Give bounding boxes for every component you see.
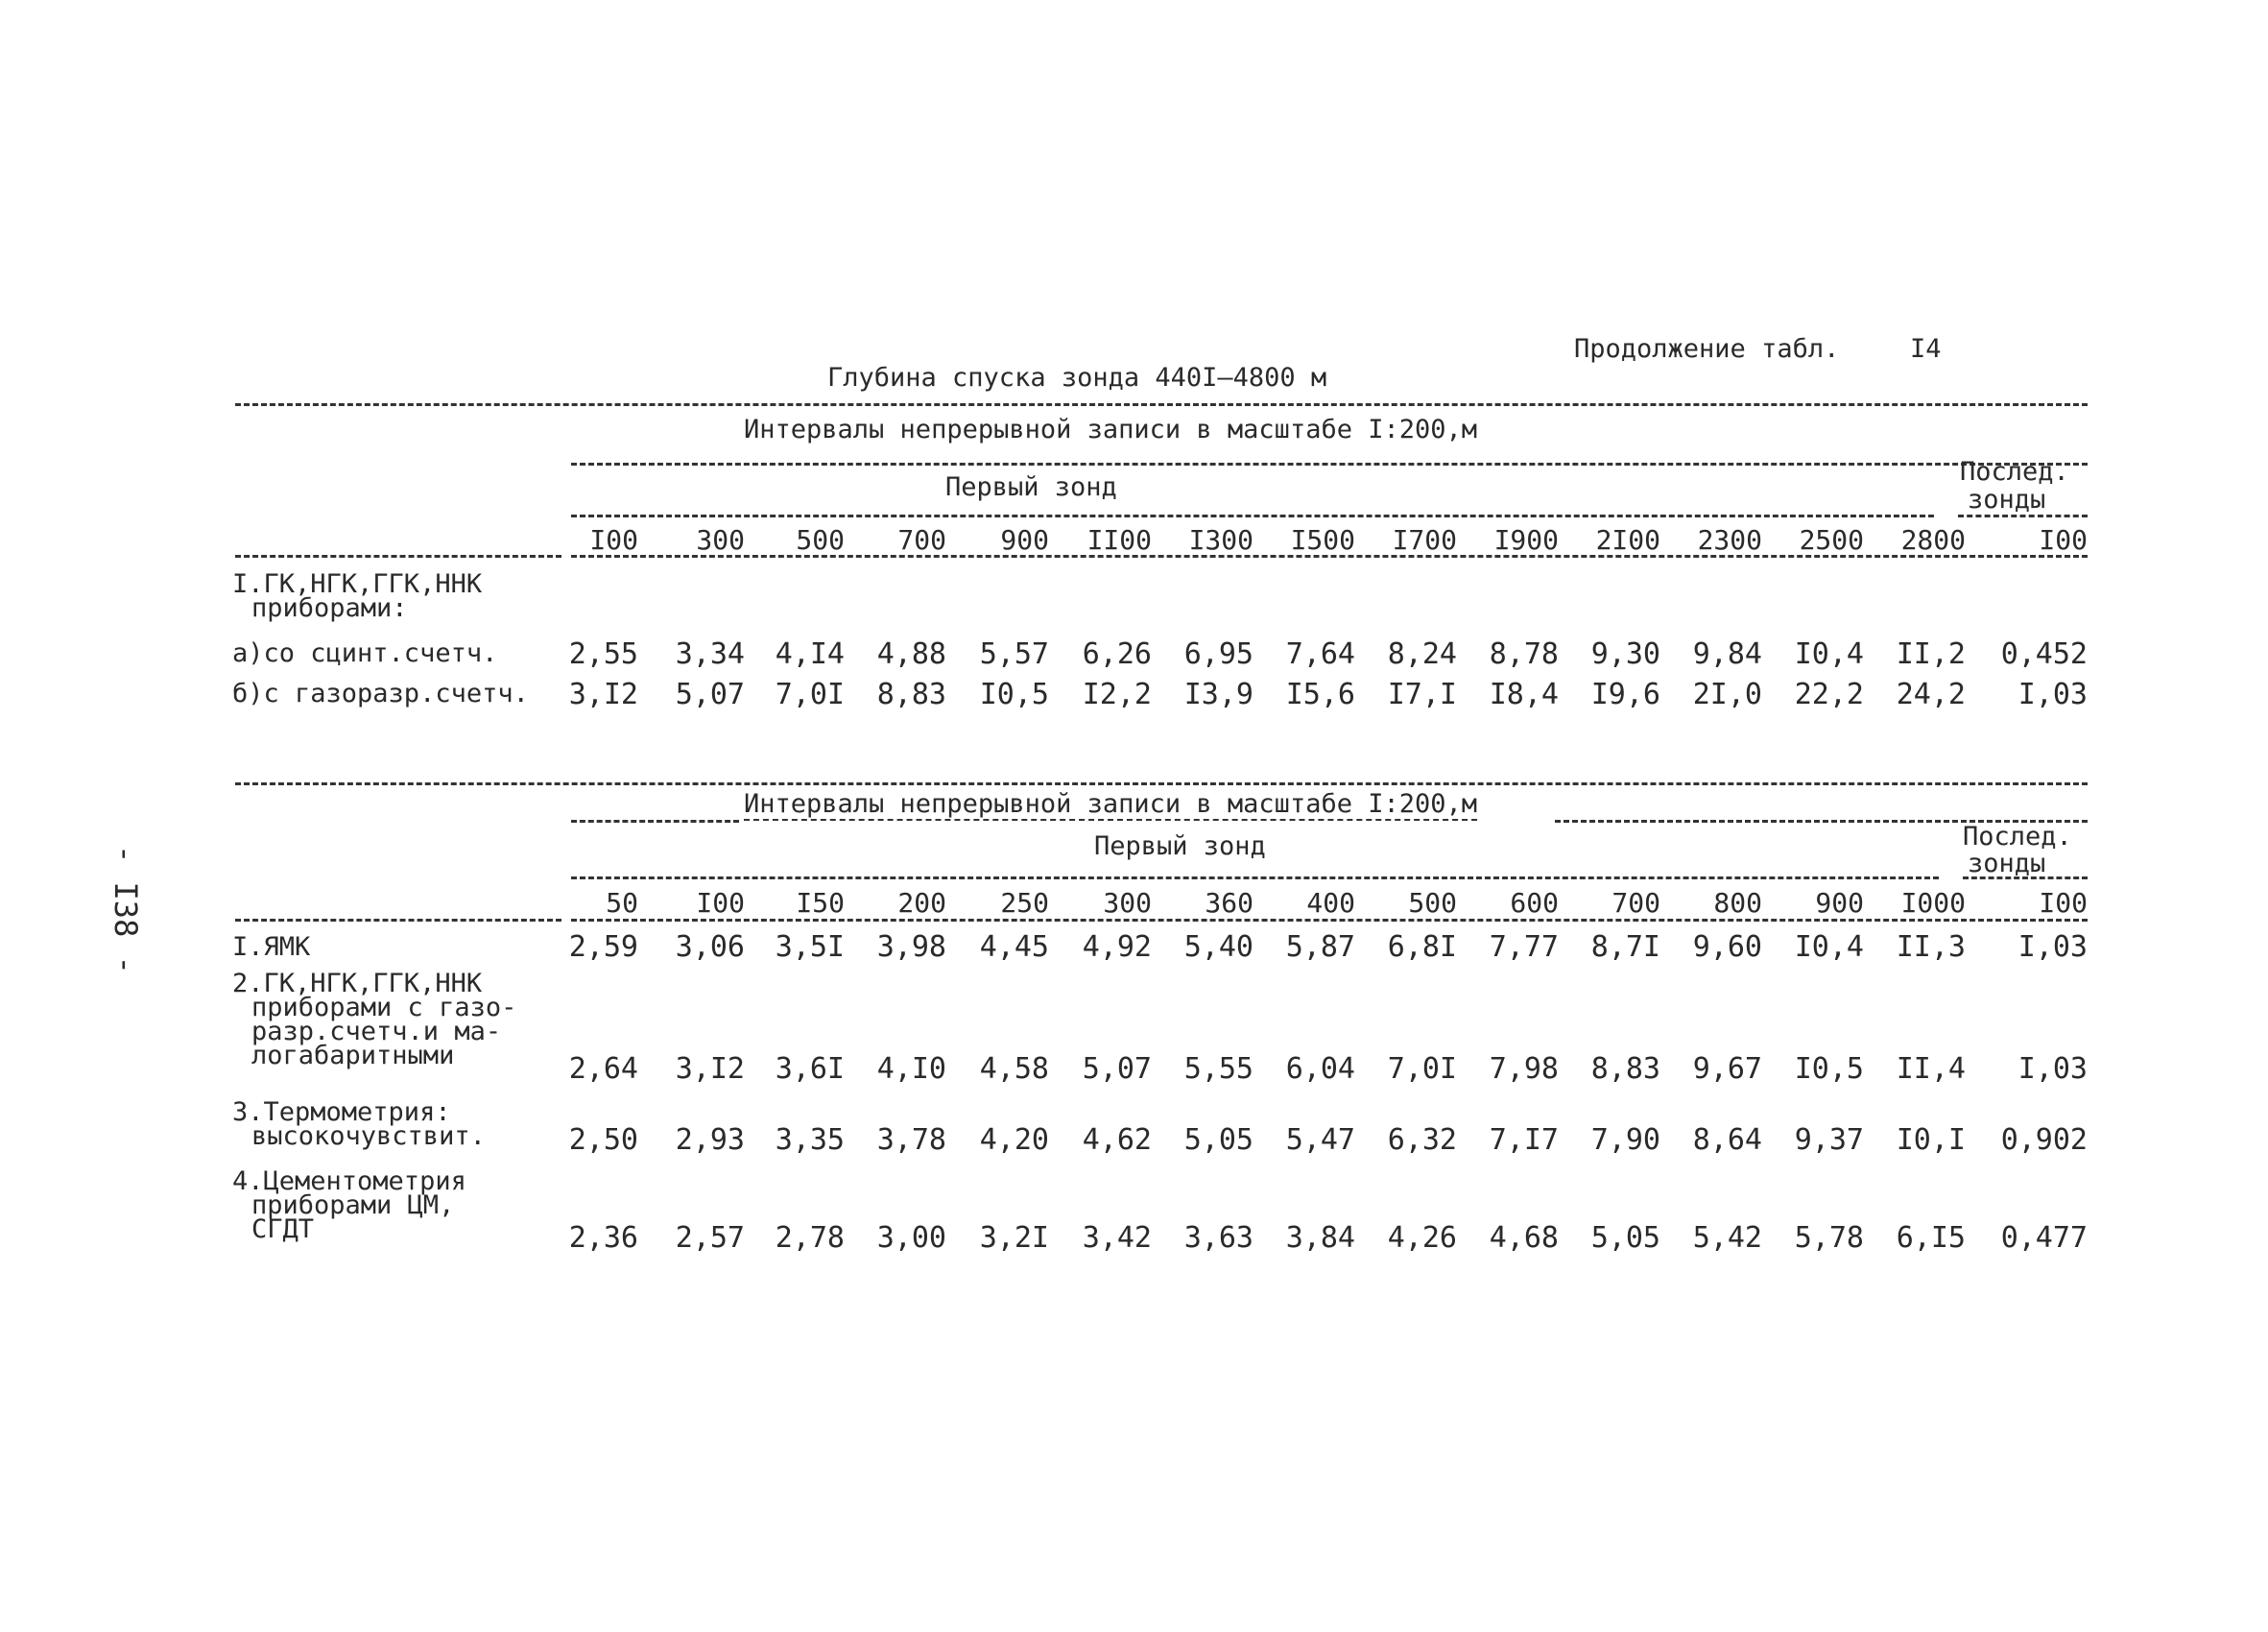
table2-column-header: 700	[1611, 887, 1660, 919]
table-2-cell: 3,00	[876, 1221, 946, 1255]
table-number: I4	[1910, 334, 1942, 364]
table-2-cell: 0,477	[2000, 1221, 2088, 1255]
table-2-last-probe-2: зонды	[1968, 849, 2046, 878]
table-1-cell: 0,452	[2000, 637, 2088, 671]
table-2-cell: 2,93	[675, 1123, 745, 1157]
table1-column-header: 2500	[1799, 524, 1864, 556]
table-1-cell: I0,5	[979, 678, 1049, 711]
table-1-section-label-2: приборами:	[251, 593, 408, 623]
table-1-cell: 7,0I	[775, 678, 845, 711]
page-number: - I38 -	[107, 845, 144, 974]
table-2-row-label: I.ЯМК	[232, 932, 311, 962]
table-2-cell: 5,40	[1183, 930, 1253, 964]
table-2-cell: 4,68	[1489, 1221, 1559, 1255]
table-2-cell: 4,I0	[876, 1052, 946, 1086]
table1-column-header: I500	[1290, 524, 1355, 556]
table-2-cell: 6,8I	[1387, 930, 1457, 964]
table-2-cell: 4,26	[1387, 1221, 1457, 1255]
table-1-header-underline	[571, 555, 2088, 558]
table-2-cell: 3,I2	[675, 1052, 745, 1086]
table-2-cell: 5,42	[1692, 1221, 1762, 1255]
table-2-cell: 3,35	[775, 1123, 845, 1157]
table-2-cell: 3,98	[876, 930, 946, 964]
table-2-cell: 2,64	[568, 1052, 638, 1086]
table2-column-header: 50	[606, 887, 638, 919]
table-2-cell: 5,07	[1082, 1052, 1152, 1086]
table-2-cell: 4,62	[1082, 1123, 1152, 1157]
table-2-last-probe-1: Послед.	[1963, 822, 2072, 852]
table-2-cell: 5,47	[1285, 1123, 1355, 1157]
table-2-cell: 7,0I	[1387, 1052, 1457, 1086]
table-2-row-label: СГДТ	[251, 1214, 315, 1244]
table1-column-header: I700	[1392, 524, 1457, 556]
table-1-cell: 8,78	[1489, 637, 1559, 671]
table1-column-header: 500	[796, 524, 845, 556]
table-2-cell: 9,60	[1692, 930, 1762, 964]
table-2-first-probe: Первый зонд	[1094, 831, 1266, 861]
table1-column-header: 2I00	[1595, 524, 1660, 556]
table2-column-header: 200	[897, 887, 946, 919]
table-2-cell: 5,87	[1285, 930, 1355, 964]
table2-column-header: 360	[1205, 887, 1253, 919]
table-1-cell: 3,I2	[568, 678, 638, 711]
table-2-cell: 7,98	[1489, 1052, 1559, 1086]
table-1-last-probe-1: Послед.	[1960, 457, 2069, 487]
table-2-cell: 7,90	[1590, 1123, 1660, 1157]
table-2-row-label: приборами с газо-	[251, 993, 517, 1022]
table-1-cell: 2,55	[568, 637, 638, 671]
table-2-cell: 3,84	[1285, 1221, 1355, 1255]
table-2-cell: 2,50	[568, 1123, 638, 1157]
table1-column-header: 700	[897, 524, 946, 556]
table-1-subgroup-rule-2	[1958, 515, 2088, 517]
table-1-cell: I2,2	[1082, 678, 1152, 711]
table-2-cell: 3,2I	[979, 1221, 1049, 1255]
table-2-cell: 6,I5	[1896, 1221, 1966, 1255]
table1-column-header: I900	[1493, 524, 1559, 556]
table-2-cell: 2,59	[568, 930, 638, 964]
table-2-cell: 2,57	[675, 1221, 745, 1255]
table-1-cell: I9,6	[1590, 678, 1660, 711]
table-2-cell: I0,4	[1794, 930, 1864, 964]
table-2-cell: I0,I	[1896, 1123, 1966, 1157]
table-1-cell: 4,I4	[775, 637, 845, 671]
table-1-label-rule	[235, 555, 561, 558]
table2-column-header: 250	[1000, 887, 1049, 919]
table-2-cell: 9,67	[1692, 1052, 1762, 1086]
table-1-cell: 8,24	[1387, 637, 1457, 671]
table-2-subgroup-rule	[571, 876, 1939, 879]
table2-column-header: 600	[1510, 887, 1559, 919]
table-2-header-underline	[571, 919, 2088, 922]
table-1-cell: I8,4	[1489, 678, 1559, 711]
table-2-cell: 3,6I	[775, 1052, 845, 1086]
table-1-cell: I7,I	[1387, 678, 1457, 711]
table-1-subgroup-rule	[571, 515, 1934, 517]
table1-column-header: 2800	[1900, 524, 1966, 556]
table-2-cell: I,03	[2017, 1052, 2088, 1086]
table-2-cell: 3,42	[1082, 1221, 1152, 1255]
table-1-cell: 8,83	[876, 678, 946, 711]
table2-column-header: 500	[1408, 887, 1457, 919]
table-2-label-rule	[235, 919, 561, 922]
table2-column-header: I000	[1900, 887, 1966, 919]
table1-column-header: I00	[589, 524, 638, 556]
table-1-first-probe: Первый зонд	[945, 472, 1117, 502]
table-2-cell: 8,83	[1590, 1052, 1660, 1086]
table2-column-header: I00	[2039, 887, 2088, 919]
table-1-cell: 2I,0	[1692, 678, 1762, 711]
table1-column-header: I00	[2039, 524, 2088, 556]
table-2-cell: I0,5	[1794, 1052, 1864, 1086]
table-2-row-label: 2.ГК,НГК,ГГК,ННК	[232, 969, 483, 998]
table-2-cell: 0,902	[2000, 1123, 2088, 1157]
table2-column-header: 900	[1815, 887, 1864, 919]
table-2-cell: 3,06	[675, 930, 745, 964]
table-1-section-label-1: I.ГК,НГК,ГГК,ННК	[232, 569, 483, 599]
table-2-cell: 3,5I	[775, 930, 845, 964]
table-2-cell: 8,64	[1692, 1123, 1762, 1157]
table-2-row-label: приборами ЦМ,	[251, 1190, 455, 1220]
table-2-cell: 7,I7	[1489, 1123, 1559, 1157]
table-1-cell: 6,95	[1183, 637, 1253, 671]
table2-column-header: 400	[1306, 887, 1355, 919]
table-2-cell: 2,78	[775, 1221, 845, 1255]
table1-column-header: 300	[696, 524, 745, 556]
table-2-cell: 5,55	[1183, 1052, 1253, 1086]
table2-column-header: I00	[696, 887, 745, 919]
table-2-cell: 9,37	[1794, 1123, 1864, 1157]
table2-column-header: I50	[796, 887, 845, 919]
table-1-cell: 3,34	[675, 637, 745, 671]
table-1-cell: 24,2	[1896, 678, 1966, 711]
table2-column-header: 300	[1103, 887, 1152, 919]
table-2-row-label: 3.Термометрия:	[232, 1097, 451, 1127]
table-2-row-label: разр.счетч.и ма-	[251, 1017, 502, 1046]
table-2-group-header: Интервалы непрерывной записи в масштабе I:200,м	[744, 789, 1478, 819]
table-2-cell: I,03	[2017, 930, 2088, 964]
table-1-cell: 22,2	[1794, 678, 1864, 711]
table-2-cell: 4,20	[979, 1123, 1049, 1157]
table-2-cell: II,4	[1896, 1052, 1966, 1086]
table-1-cell: 7,64	[1285, 637, 1355, 671]
table-2-row-label: 4.Цементометрия	[232, 1166, 466, 1196]
table-1-cell: 9,84	[1692, 637, 1762, 671]
table-1-cell: 5,07	[675, 678, 745, 711]
table-1-top-rule	[235, 403, 2088, 406]
table-1-cell: II,2	[1896, 637, 1966, 671]
table-2-cell: 3,78	[876, 1123, 946, 1157]
table-1-cell: 9,30	[1590, 637, 1660, 671]
table-1-cell: 4,88	[876, 637, 946, 671]
table-2-cell: 8,7I	[1590, 930, 1660, 964]
table-2-cell: II,3	[1896, 930, 1966, 964]
table-1-cell: I0,4	[1794, 637, 1864, 671]
table-1-last-probe-2: зонды	[1968, 485, 2046, 515]
page-title: Глубина спуска зонда 440I–4800 м	[827, 363, 1327, 393]
table-2-cell: 7,77	[1489, 930, 1559, 964]
table-2-group-rule-left	[571, 820, 739, 823]
table-2-subgroup-rule-2	[1963, 876, 2088, 879]
table-1-cell: I3,9	[1183, 678, 1253, 711]
table-2-cell: 5,05	[1183, 1123, 1253, 1157]
table-2-row-label: высокочувствит.	[251, 1121, 486, 1151]
table-2-cell: 2,36	[568, 1221, 638, 1255]
table-1-cell: 5,57	[979, 637, 1049, 671]
table-2-cell: 3,63	[1183, 1221, 1253, 1255]
table1-column-header: I300	[1188, 524, 1253, 556]
table-2-cell: 6,32	[1387, 1123, 1457, 1157]
table1-column-header: 900	[1000, 524, 1049, 556]
table-2-cell: 4,58	[979, 1052, 1049, 1086]
table1-column-header: 2300	[1697, 524, 1762, 556]
table-1-cell: 6,26	[1082, 637, 1152, 671]
table-2-cell: 5,05	[1590, 1221, 1660, 1255]
table1-column-header: II00	[1086, 524, 1152, 556]
table-1-group-rule	[571, 463, 2088, 466]
continuation-label: Продолжение табл.	[1574, 334, 1840, 364]
table-2-cell: 4,92	[1082, 930, 1152, 964]
table-1-row-label: б)с газоразр.счетч.	[232, 679, 529, 708]
table-2-cell: 6,04	[1285, 1052, 1355, 1086]
table-2-cell: 5,78	[1794, 1221, 1864, 1255]
table-2-row-label: логабаритными	[251, 1041, 455, 1070]
table-1-cell: I,03	[2017, 678, 2088, 711]
table2-column-header: 800	[1713, 887, 1762, 919]
table-2-top-rule	[235, 782, 2088, 785]
table-1-row-label: а)со сцинт.счетч.	[232, 638, 498, 668]
table-1-group-header: Интервалы непрерывной записи в масштабе I:200,м	[744, 415, 1478, 444]
table-2-cell: 4,45	[979, 930, 1049, 964]
table-1-cell: I5,6	[1285, 678, 1355, 711]
